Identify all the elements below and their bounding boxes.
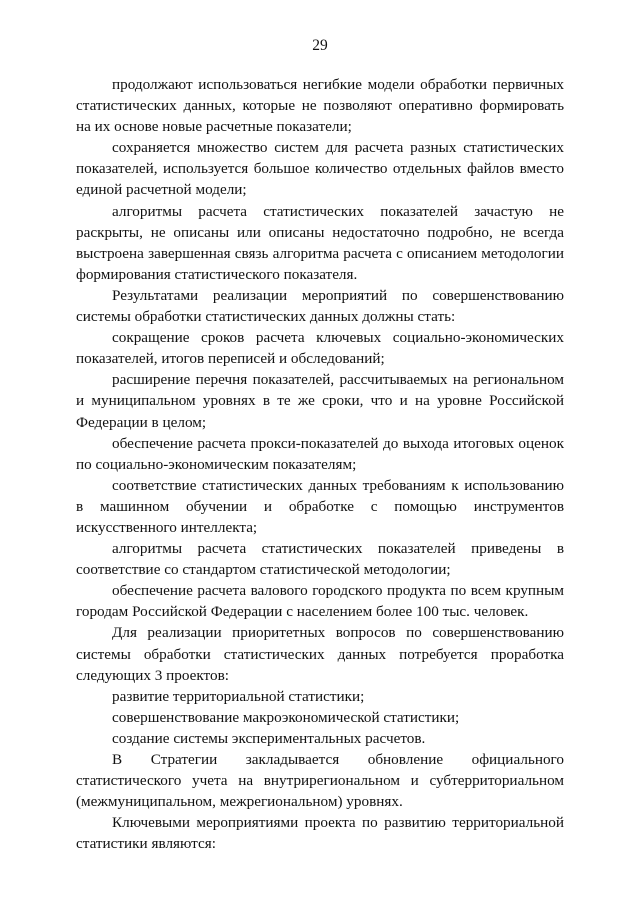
paragraph: соответствие статистических данных требованиям к использованию в машинном обучении и обработке с помощью инструментов искусственного интеллекта;: [76, 476, 564, 536]
paragraph: сокращение сроков расчета ключевых социально-экономических показателей, итогов переписей и обследований;: [76, 329, 564, 368]
paragraph: обеспечение расчета валового городского продукта по всем крупным городам Российской Федерации с населением более 100 тыс. человек.: [76, 582, 564, 621]
paragraph: сохраняется множество систем для расчета разных статистических показателей, используется большое количество отдельных файлов вместо единой расчетной модели;: [76, 139, 564, 199]
paragraph: обеспечение расчета прокси-показателей до выхода итоговых оценок по социально-экономическим показателям;: [76, 434, 564, 473]
paragraph: создание системы экспериментальных расчетов.: [112, 729, 426, 747]
paragraph: Для реализации приоритетных вопросов по совершенствованию системы обработки статистических данных потребуется проработка следующих 3 проектов:: [76, 624, 564, 684]
paragraph: продолжают использоваться негибкие модели обработки первичных статистических данных, которые не позволяют оперативно формировать на их основе новые расчетные показатели;: [76, 76, 564, 136]
paragraph-continuation: статистического учета на внутрирегиональном и субтерриториальном (межмуниципальном, межрегиональном) уровнях.: [76, 772, 564, 811]
paragraph: расширение перечня показателей, рассчитываемых на региональном и муниципальном уровнях в те же сроки, что и на уровне Российской Федерации в целом;: [76, 371, 564, 431]
paragraph: Ключевыми мероприятиями проекта по развитию территориальной статистики являются:: [76, 814, 564, 853]
paragraph: Результатами реализации мероприятий по совершенствованию системы обработки статистических данных должны стать:: [76, 286, 564, 326]
paragraph: В Стратегии закладывается обновление официального: [112, 751, 564, 768]
document-body: [76, 74, 564, 854]
page-number: 29: [312, 37, 328, 54]
paragraph: алгоритмы расчета статистических показателей приведены в соответствие со стандартом статистической методологии;: [76, 540, 564, 579]
paragraph: алгоритмы расчета статистических показателей зачастую не раскрыты, не описаны или описаны недостаточно подробно, не всегда выстроена завершенная связь алгоритма расчета с описанием методологии формирования статистического показателя.: [76, 202, 564, 283]
paragraph: совершенствование макроэкономической статистики;: [112, 708, 460, 726]
paragraph: развитие территориальной статистики;: [112, 687, 365, 705]
